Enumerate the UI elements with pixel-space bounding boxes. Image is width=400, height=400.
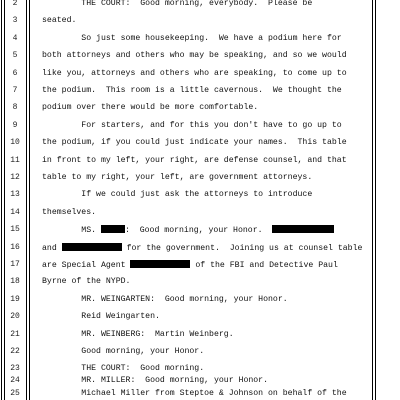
transcript-line	[0, 51, 400, 69]
line-text: MR. MILLER: Good morning, your Honor.	[42, 376, 269, 385]
line-number: 15	[10, 225, 20, 234]
line-text: table to my right, your left, are government attorneys.	[42, 173, 313, 182]
line-number: 4	[12, 34, 18, 43]
transcript-line	[0, 208, 400, 226]
line-number: 25	[10, 389, 20, 398]
redaction-bar	[62, 243, 122, 251]
transcript-line	[0, 0, 400, 17]
line-text: like you, attorneys and others who are speaking, to come up to	[42, 69, 347, 78]
line-text: If we could just ask the attorneys to introduce	[42, 190, 313, 199]
line-number: 6	[12, 69, 18, 78]
line-number: 10	[10, 138, 20, 147]
transcript-line	[0, 34, 400, 52]
transcript-line	[0, 260, 400, 278]
transcript-line	[0, 138, 400, 156]
line-number: 13	[10, 190, 20, 199]
line-number: 24	[10, 376, 20, 385]
transcript-line	[0, 347, 400, 365]
transcript-line	[0, 86, 400, 104]
line-number: 9	[12, 121, 18, 130]
line-number: 3	[12, 16, 18, 25]
line-text: For starters, and for this you don't have to go up to	[42, 121, 342, 130]
transcript-line	[0, 330, 400, 348]
line-text: MS. : Good morning, your Honor.	[42, 225, 366, 236]
line-text: THE COURT: Good morning, everybody. Please be	[42, 0, 313, 8]
line-text: the podium. This room is a little cavernous. We thought the	[42, 86, 342, 95]
transcript-line	[0, 121, 400, 139]
transcript-line	[0, 103, 400, 121]
redaction-bar	[130, 260, 190, 268]
transcript-line	[0, 16, 400, 34]
line-text: Good morning, your Honor.	[42, 347, 205, 356]
line-number: 2	[12, 0, 18, 8]
line-number: 19	[10, 295, 20, 304]
transcript-line	[0, 243, 400, 261]
line-number: 22	[10, 347, 20, 356]
line-number: 8	[12, 103, 18, 112]
line-text: the podium, if you could just indicate your names. This table	[42, 138, 347, 147]
line-text: THE COURT: Good morning.	[42, 364, 205, 373]
transcript-line	[0, 312, 400, 330]
redaction-bar	[272, 225, 334, 233]
line-number: 23	[10, 364, 20, 373]
line-text: seated.	[42, 16, 77, 25]
transcript-line	[0, 156, 400, 174]
transcript-line	[0, 173, 400, 191]
line-number: 20	[10, 312, 20, 321]
line-text: So just some housekeeping. We have a podium here for	[42, 34, 342, 43]
line-number: 16	[10, 243, 20, 252]
transcript-line	[0, 389, 400, 400]
transcript-line	[0, 190, 400, 208]
line-number: 5	[12, 51, 18, 60]
line-text: MR. WEINBERG: Martin Weinberg.	[42, 330, 234, 339]
line-text: and for the government. Joining us at counsel table	[42, 244, 363, 253]
line-number: 11	[10, 156, 20, 165]
line-text: Michael Miller from Steptoe & Johnson on behalf of the	[42, 389, 347, 398]
redaction-bar	[101, 225, 125, 233]
line-text: themselves.	[42, 208, 97, 217]
line-text: Byrne of the NYPD.	[42, 277, 131, 286]
line-number: 12	[10, 173, 20, 182]
line-text: podium over there would be more comfortable.	[42, 103, 259, 112]
line-text: Reid Weingarten.	[42, 312, 160, 321]
line-text: are Special Agent of the FBI and Detective Paul	[42, 261, 338, 270]
line-number: 18	[10, 277, 20, 286]
line-text: both attorneys and others who may be speaking, and so we would	[42, 51, 347, 60]
transcript-line	[0, 295, 400, 313]
transcript-line	[0, 277, 400, 295]
line-number: 14	[10, 208, 20, 217]
transcript-line	[0, 69, 400, 87]
line-number: 7	[12, 86, 18, 95]
line-text: MR. WEINGARTEN: Good morning, your Honor.	[42, 295, 288, 304]
line-number: 21	[10, 330, 20, 339]
line-number: 17	[10, 260, 20, 269]
transcript-line	[0, 225, 400, 243]
line-text: in front to my left, your right, are defense counsel, and that	[42, 156, 347, 165]
